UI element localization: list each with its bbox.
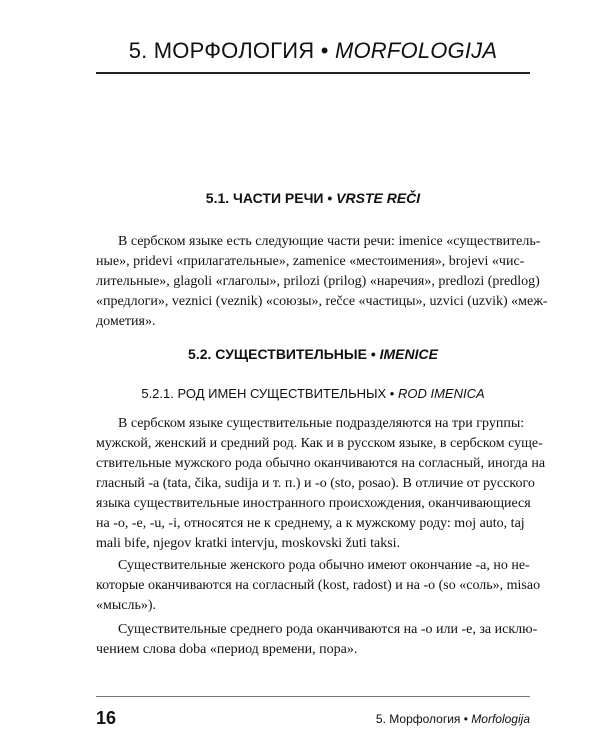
text-line: мужской, женский и средний род. Как и в русском языке, в сербском суще- xyxy=(96,436,543,451)
section-1-separator: • xyxy=(323,190,337,206)
section-2-title xyxy=(96,346,530,362)
subsection-separator: • xyxy=(386,386,398,401)
chapter-title-ru: 5. МОРФОЛОГИЯ xyxy=(128,38,315,63)
text-line: лительные», glagoli «глаголы», prilozi (prilog) «наречия», predlozi (predlog) xyxy=(96,274,540,289)
text-line: В сербском языке существительные подразделяются на три группы: xyxy=(118,416,525,431)
chapter-header xyxy=(96,38,530,74)
subsection-title-ru: 5.2.1. РОД ИМЕН СУЩЕСТВИТЕЛЬНЫХ xyxy=(141,386,387,401)
text-line: которые оканчиваются на согласный (kost, radost) и на -o (so «соль», misao xyxy=(96,578,541,593)
subsection-title-sr: ROD IMENICA xyxy=(397,386,485,401)
chapter-title-sr: MORFOLOGIJA xyxy=(334,38,498,63)
chapter-separator: • xyxy=(314,38,335,63)
section-1-title-ru: 5.1. ЧАСТИ РЕЧИ xyxy=(205,190,324,206)
section-2-title-sr: IMENICE xyxy=(379,346,438,362)
subsection-paragraph-1 xyxy=(96,414,546,554)
running-footer-ru: 5. Морфология xyxy=(375,712,461,726)
text-line: гласный -a (tata, čika, sudija и т. п.) и -o (sto, posao). В отличие от русского xyxy=(96,476,535,491)
running-footer-separator: • xyxy=(460,712,472,726)
running-footer xyxy=(376,712,530,726)
text-line: В сербском языке есть следующие части речи: imenice «существитель- xyxy=(118,234,541,249)
subsection-paragraph-2 xyxy=(96,556,541,616)
footer-divider xyxy=(96,696,530,697)
subsection-paragraph-3 xyxy=(96,620,538,660)
text-line: ные», pridevi «прилагательные», zamenice «местоимения», brojevi «чис- xyxy=(96,254,525,269)
text-line: ствительные мужского рода обычно оканчиваются на согласный, иногда на xyxy=(96,456,546,471)
text-line: «мысль»). xyxy=(96,598,157,613)
section-2-separator: • xyxy=(366,346,380,362)
running-footer-sr: Morfologija xyxy=(471,712,530,726)
section-2-title-ru: 5.2. СУЩЕСТВИТЕЛЬНЫЕ xyxy=(188,346,367,362)
text-line: mali bife, njegov kratki intervju, moskovski žuti taksi. xyxy=(96,536,401,551)
section-1-title-sr: VRSTE REČI xyxy=(336,190,421,206)
text-line: языка существительные иностранного происхождения, оканчивающиеся xyxy=(96,496,531,511)
text-line: чением слова doba «период времени, пора». xyxy=(96,642,358,657)
section-1-title xyxy=(96,190,530,206)
section-1-paragraph xyxy=(96,232,548,332)
text-line: Существительные среднего рода оканчиваются на -o или -e, за исклю- xyxy=(118,622,538,637)
text-line: дометия». xyxy=(96,314,156,329)
text-line: на -o, -e, -u, -i, относятся не к среднему, а к мужскому роду: moj auto, taj xyxy=(96,516,525,531)
text-line: «предлоги», veznici (veznik) «союзы», rečce «частицы», uzvici (uzvik) «меж- xyxy=(96,294,548,309)
text-line: Существительные женского рода обычно имеют окончание -a, но не- xyxy=(118,558,530,573)
subsection-2-1-title xyxy=(96,386,530,401)
page-number: 16 xyxy=(96,708,117,728)
